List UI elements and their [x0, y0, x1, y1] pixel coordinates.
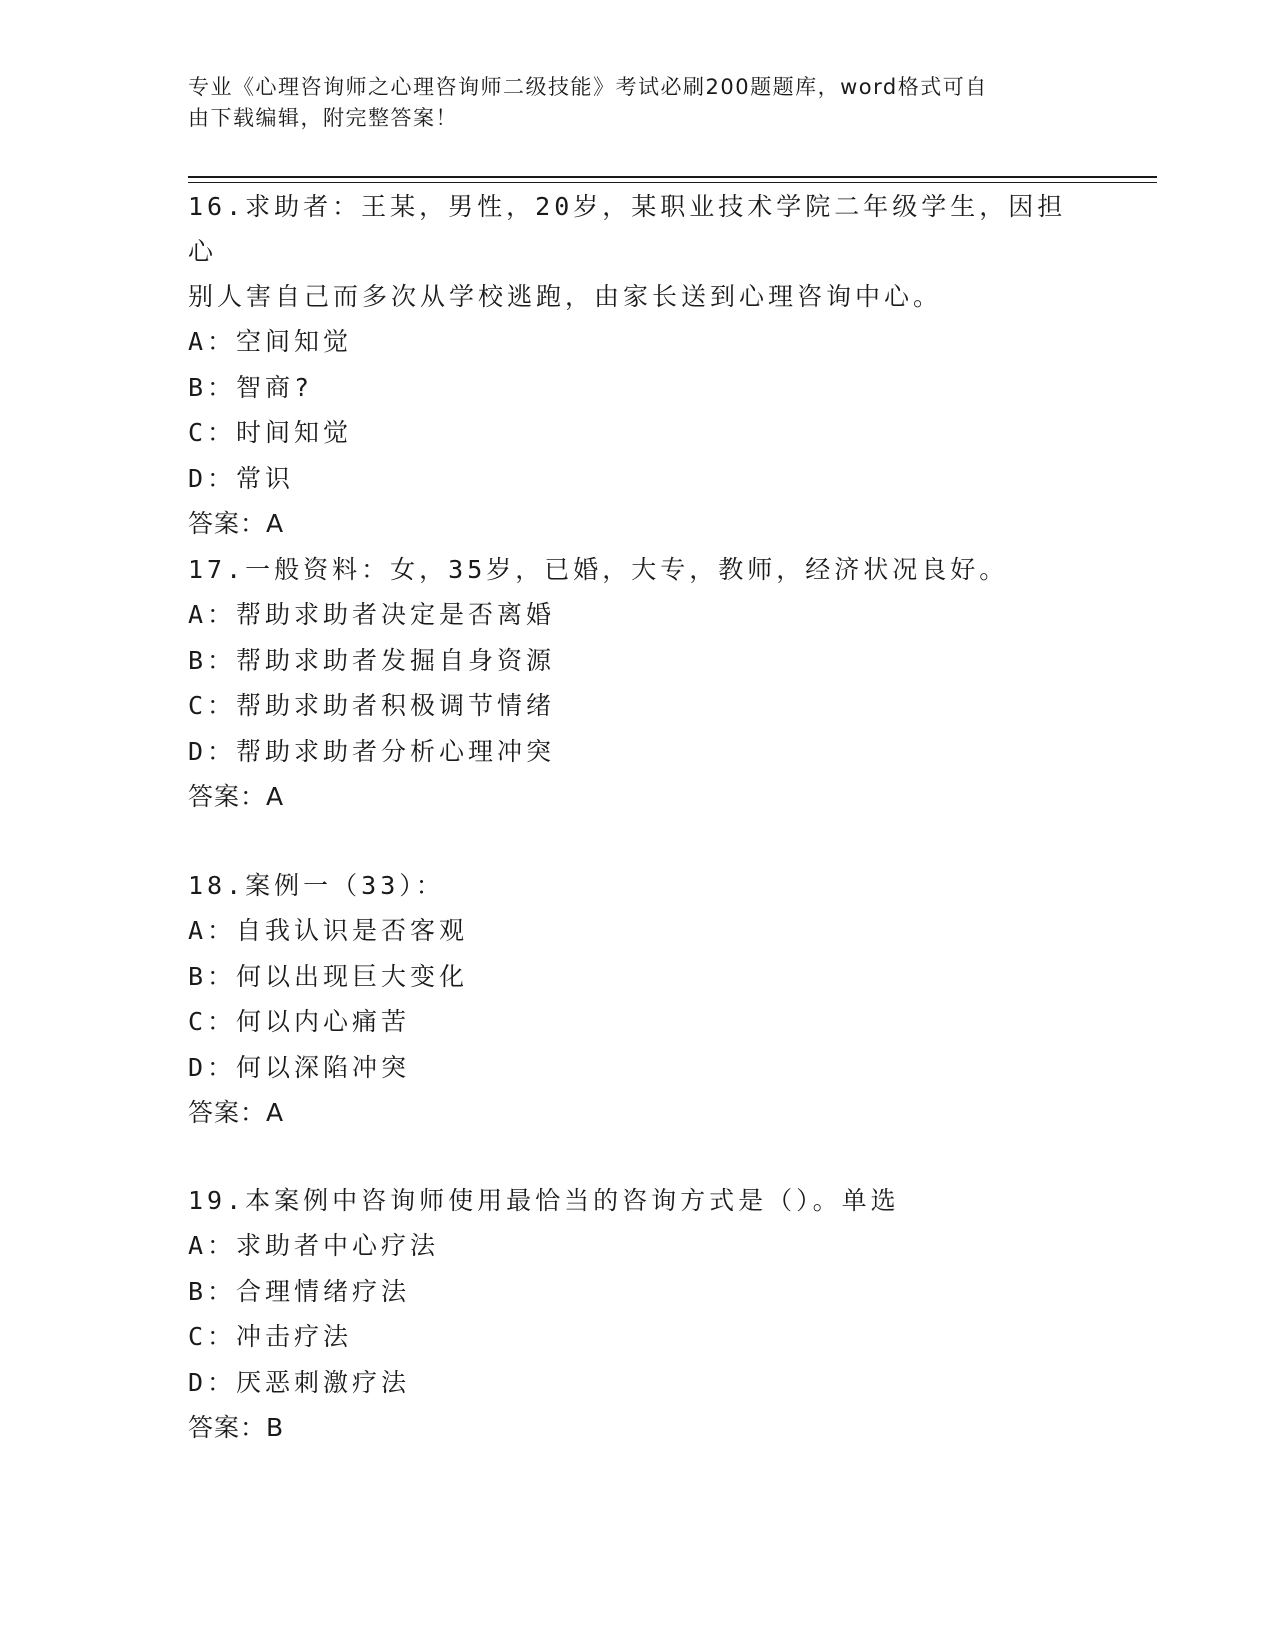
- question-19: [188, 1178, 1088, 1450]
- option-a: A：帮助求助者决定是否离婚: [188, 600, 556, 629]
- header-line-2: 由下载编辑，附完整答案！: [188, 106, 458, 130]
- option-d: D：常识: [188, 463, 295, 493]
- answer: 答案：A: [188, 782, 285, 811]
- option-c: C：何以内心痛苦: [188, 1007, 411, 1036]
- option-c: C：帮助求助者积极调节情绪: [188, 691, 556, 720]
- option-a: A：自我认识是否客观: [188, 916, 469, 945]
- answer: 答案：B: [188, 1413, 285, 1442]
- question-17: [188, 547, 1088, 819]
- header-divider-thin: [188, 182, 1157, 183]
- question-stem-line: 18.案例一（33）：: [188, 871, 445, 900]
- option-b: B：智商?: [188, 372, 314, 402]
- answer: 答案：A: [188, 1098, 285, 1127]
- option-a: A：求助者中心疗法: [188, 1231, 440, 1260]
- question-stem-line: 别人害自己而多次从学校逃跑，由家长送到心理咨询中心。: [188, 282, 943, 311]
- option-d: D：帮助求助者分析心理冲突: [188, 736, 556, 766]
- option-c: C：冲击疗法: [188, 1322, 353, 1351]
- option-b: B：帮助求助者发掘自身资源: [188, 645, 556, 675]
- option-b: B：合理情绪疗法: [188, 1276, 411, 1306]
- option-d: D：厌恶刺激疗法: [188, 1367, 411, 1397]
- option-b: B：何以出现巨大变化: [188, 961, 469, 991]
- question-stem-line: 16.求助者：王某，男性，20岁，某职业技术学院二年级学生，因担心: [188, 192, 1067, 266]
- document-header: [188, 72, 1068, 134]
- option-c: C：时间知觉: [188, 418, 353, 447]
- option-d: D：何以深陷冲突: [188, 1052, 411, 1082]
- header-line-1: 专业《心理咨询师之心理咨询师二级技能》考试必刷200题题库，word格式可自: [188, 75, 988, 99]
- question-stem-line: 17.一般资料：女，35岁，已婚，大专，教师，经济状况良好。: [188, 555, 1009, 584]
- question-stem-line: 19.本案例中咨询师使用最恰当的咨询方式是（）。单选: [188, 1186, 900, 1215]
- question-18: [188, 863, 1088, 1135]
- answer: 答案：A: [188, 509, 285, 538]
- question-16: [188, 184, 1088, 546]
- option-a: A：空间知觉: [188, 327, 353, 356]
- header-divider-thick: [188, 176, 1157, 178]
